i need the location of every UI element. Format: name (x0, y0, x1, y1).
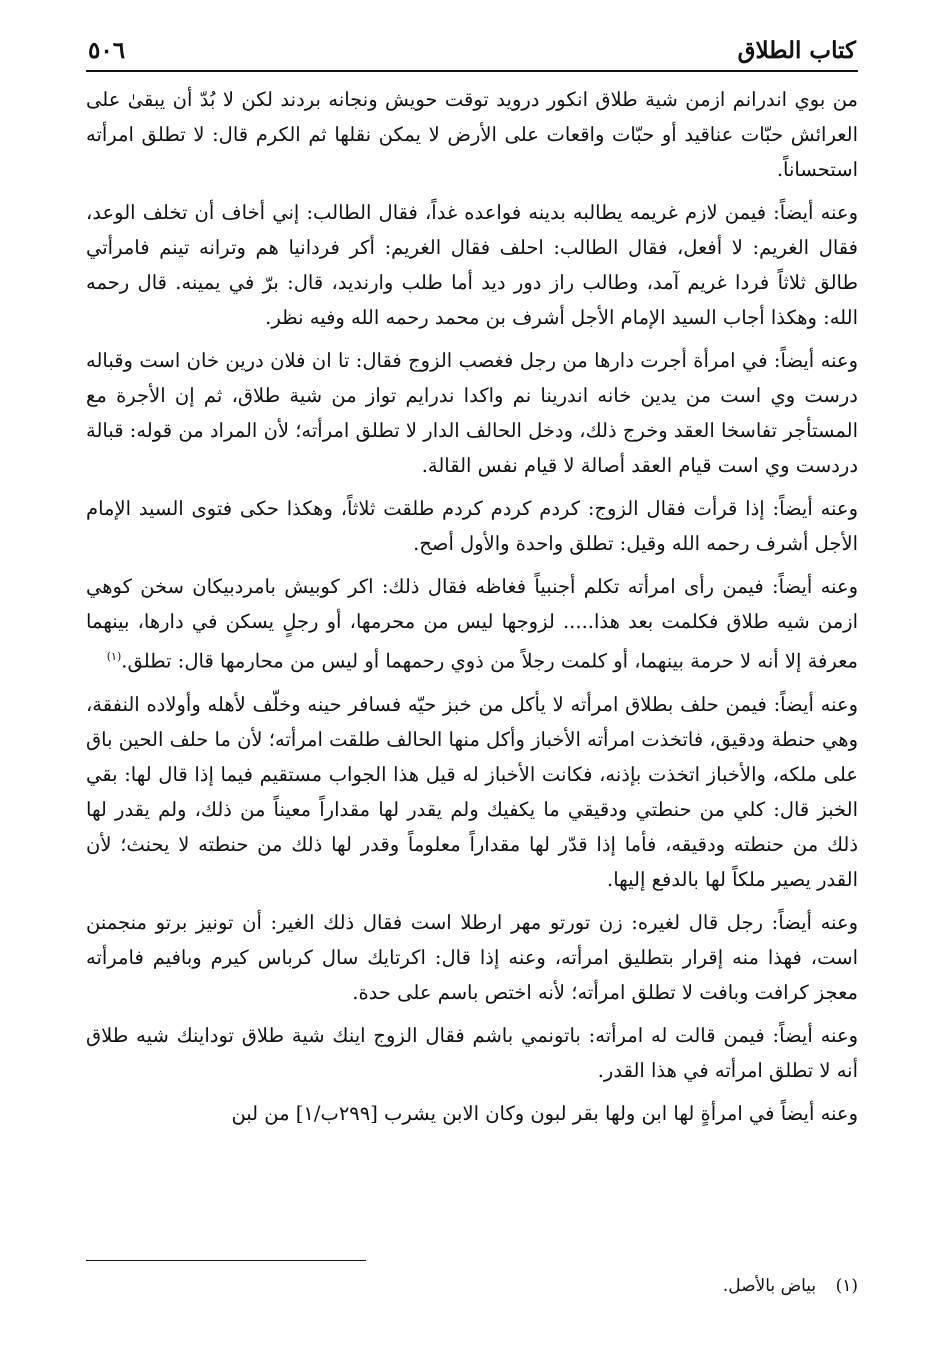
paragraph: وعنه أيضاً: رجل قال لغيره: زن تورتو مهر ارطلا است فقال ذلك الغير: أن تونيز برتو منجمنن است، فهذا منه إقرار بتطليق امرأته، وعنه إذا قال: اكرتايك سال كرباس كيرم وبافيم فامرأته معجز كرافت وبافت لا تطلق امرأته؛ لأنه اختص باسم على حدة. (86, 910, 858, 1004)
page-header (86, 28, 858, 64)
paragraph-text: وعنه أيضاً: فيمن رأى امرأته تكلم أجنبياً فغاظه فقال ذلك: اكر كوبيش بامردبيكان سخن كوهي ازمن شيه طلاق فكلمت بعد هذا..... لزوجها ليس من محرمها، أو رجلٍ يسكن في دارها، بينهما معرفة إلا أنه لا حرمة بينهما، أو كلمت رجلاً من ذوي رحمهما أو ليس من محارمها قال: تطلق. (86, 575, 858, 673)
footnote-text: بياض بالأصل. (722, 1276, 817, 1296)
header-divider (86, 70, 858, 72)
footnote-divider (86, 1260, 366, 1261)
chapter-title: كتاب الطلاق (737, 37, 856, 64)
paragraph: وعنه أيضاً: فيمن حلف بطلاق امرأته لا يأكل من خبز حيّه فسافر حينه وخلّف لأهله وأولاده النفقة، وهي حنطة ودقيق، فاتخذت امرأته الأخباز وأكل منها الحالف طلقت امرأته؛ لأن ما حلف الحين باق على ملكه، والأخباز اتخذت بإذنه، فكانت الأخباز له قيل هذا الجواب مستقيم فيما إذا قال لها: بقي الخبز قال: كلي من حنطتي ودقيقي ما يكفيك ولم يقدر لها مقداراً معيناً من ذلك، ولم يقدر لها ذلك من حنطته ودقيقه، فأما إذا قدّر لها مقداراً معلوماً وقدر لها ذلك من حنطته لا يحنث؛ لأن القدر يصير ملكاً لها بالدفع إليها. (86, 692, 858, 891)
paragraph: وعنه أيضاً: فيمن قالت له امرأته: باتونمي باشم فقال الزوج اينك شية طلاق توداينك شيه طلاق أنه لا تطلق امرأته في هذا القدر. (86, 1023, 858, 1082)
footnote (723, 1272, 858, 1300)
paragraph: وعنه أيضاً: فيمن لازم غريمه يطالبه بدينه فواعده غداً، فقال الطالب: إني أخاف أن تخلف الوعد، فقال الغريم: لا أفعل، فقال الطالب: احلف فقال الغريم: أكر فردانيا هم وترانه تينم فامرأتي طالق ثلاثاً فردا غريم آمد، وطالب راز دور ديد أما طلب وارنديد، قال: برّ في يمينه. قال رحمه الله: وهكذا أجاب السيد الإمام الأجل أشرف بن محمد رحمه الله وفيه نظر. (86, 201, 858, 329)
footnote-reference: (١) (106, 650, 122, 663)
paragraph (86, 569, 858, 679)
paragraph: وعنه أيضاً في امرأةٍ لها ابن ولها بقر لبون وكان الابن يشرب [٢٩٩ب/١] من لبن (231, 1101, 858, 1125)
document-page (86, 0, 858, 1366)
footnote-number: (١) (835, 1276, 858, 1296)
paragraph: وعنه أيضاً: إذا قرأت فقال الزوج: كردم كردم كردم طلقت ثلاثاً، وهكذا حكى فتوى السيد الإمام الأجل أشرف رحمه الله وقيل: تطلق واحدة والأول أصح. (86, 497, 858, 555)
paragraph: وعنه أيضاً: في امرأة أجرت دارها من رجل فغصب الزوج فقال: تا ان فلان درين خان است وقباله درست وي است من يدين خانه اندرينا نم واكدا ندرايم تواز من شية طلاق، ثم إن الأجرة مع المستأجر تفاسخا العقد وخرج ذلك، ودخل الحالف الدار لا تطلق امرأته؛ لأن المراد من قوله: قبالة دردست وي است قيام العقد أصالة لا قيام نفس القالة. (86, 349, 858, 477)
body-text (86, 82, 858, 1139)
page-number: ٥٠٦ (88, 37, 126, 64)
paragraph: من بوي اندرانم ازمن شية طلاق انكور درويد توقت حويش ونجانه بردند لكن لا بُدّ أن يبقىٰ على العرائش حبّات عناقيد أو حبّات واقعات على الأرض لا يمكن نقلها ثم الكرم قال: لا تطلق امرأته استحساناً. (86, 88, 858, 181)
